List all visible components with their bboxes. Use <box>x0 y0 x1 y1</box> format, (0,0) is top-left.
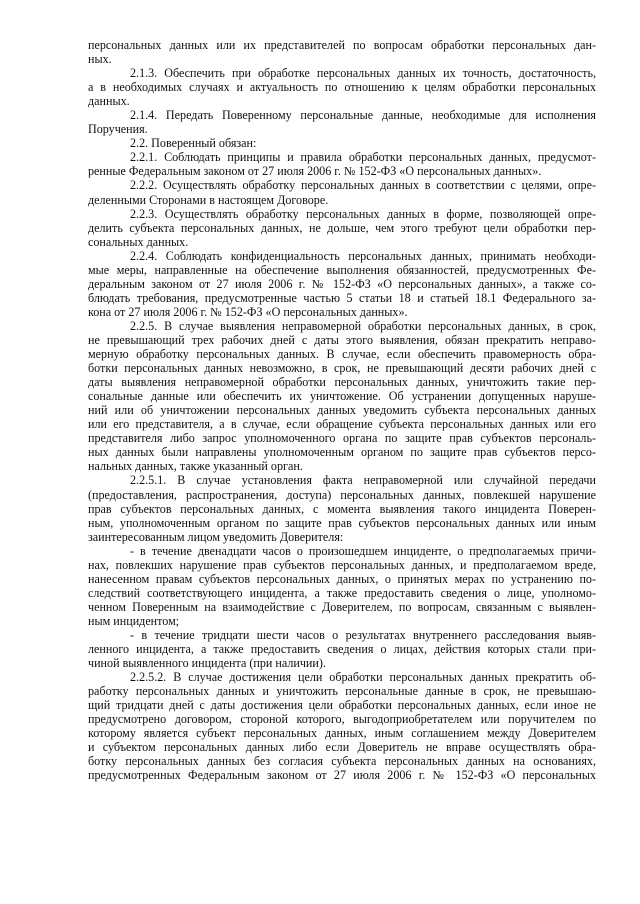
text-line: 2.1.4. Передать Поверенному персональные данные, необходимые для исполнения <box>130 108 596 123</box>
text-line: деральным законом от 27 июля 2006 г. № 152-ФЗ «О персональных данных», а также со- <box>88 276 596 291</box>
text-line: следствий соответствующего инцидента, а также предоставить сведения о лице, уполномо- <box>88 585 596 600</box>
text-line: 2.2.5.2. В случае достижения цели обработки персональных данных прекратить об- <box>130 670 596 685</box>
text-line: а в необходимых случаях и актуальность по отношению к целям обработки персональных <box>88 80 596 95</box>
paragraph <box>88 319 596 474</box>
text-line: или его представителя, а в случае, если обращение субъекта персональных данных или его <box>88 417 596 432</box>
text-line: ленного инцидента, а также предоставить сведения о лицах, действия которых стали при- <box>88 642 596 657</box>
text-line: нах, повлекших нарушение прав субъектов персональных данных, и предполагаемом вреде, <box>88 557 596 572</box>
text-line: щий тридцати дней с даты достижения цели обработки персональных данных, если иное не <box>88 698 596 713</box>
text-line: предусмотренных Федеральным законом от 27 июля 2006 г. № 152-ФЗ «О персональных <box>88 768 596 783</box>
text-line: которому является субъект персональных данных, иным соглашением между Доверителем <box>88 726 596 741</box>
text-line: заинтересованным лицом уведомить Доверителя: <box>88 529 344 544</box>
text-line: кона от 27 июля 2006 г. № 152-ФЗ «О персональных данных». <box>88 304 408 319</box>
text-line: ний или об уничтожении персональных данных уведомить субъекта персональных данных <box>88 403 596 418</box>
text-line: 2.2.4. Соблюдать конфиденциальность персональных данных, принимать необходи- <box>130 248 596 263</box>
text-line: мерную обработку персональных данных. В случае, если обеспечить правомерность обра- <box>88 347 596 362</box>
text-line: 2.2.5.1. В случае установления факта неправомерной или случайной передачи <box>130 473 596 488</box>
text-line: ных. <box>88 52 112 67</box>
paragraph <box>88 136 596 150</box>
text-line: - в течение двенадцати часов о произошедшем инциденте, о предполагаемых причи- <box>130 543 596 558</box>
text-line: ченном Поверенным на взаимодействие с Доверителем, по вопросам, связанным с выявлен- <box>88 599 596 614</box>
paragraph <box>88 207 596 249</box>
text-line: сональные данные или обеспечить их уничтожение. Об устранении допущенных наруше- <box>88 389 596 404</box>
paragraph <box>88 473 596 543</box>
text-line: прав субъектов персональных данных, с момента выявления такого инцидента Поверен- <box>88 501 596 516</box>
paragraph <box>88 628 596 670</box>
paragraph <box>88 66 596 108</box>
text-line: ботку персональных данных без согласия субъекта персональных данных на основаниях, <box>88 754 596 769</box>
text-line: - в течение тридцати шести часов о результатах внутреннего расследования выяв- <box>130 627 596 642</box>
text-line: ренные Федеральным законом от 27 июля 2006 г. № 152-ФЗ «О персональных данных». <box>88 164 542 179</box>
text-line: персональных данных или их представителей по вопросам обработки персональных дан- <box>88 38 596 52</box>
text-line: не превышающий трех рабочих дней с даты этого выявления, обязан прекратить неправо- <box>88 332 596 347</box>
paragraph <box>88 38 596 66</box>
text-line: делить субъекта персональных данных, не дольше, чем этого требуют цели обработки пер- <box>88 220 596 235</box>
text-line: 2.2.3. Осуществлять обработку персональных данных в форме, позволяющей опре- <box>130 206 596 221</box>
text-line: деленными Сторонами в настоящем Договоре. <box>88 192 329 207</box>
text-line: нальных данных, также указанный орган. <box>88 459 303 474</box>
text-line: Поручения. <box>88 122 148 137</box>
text-line: 2.1.3. Обеспечить при обработке персональных данных их точность, достаточность, <box>130 66 596 81</box>
text-line: сональных данных. <box>88 234 189 249</box>
text-line: ботки персональных данных невозможно, в срок, не превышающий десяти рабочих дней с <box>88 361 596 376</box>
text-line: нанесенном правам субъектов персональных данных, о принятых мерах по устранению по- <box>88 571 596 586</box>
text-line: (предоставления, распространения, доступа) персональных данных, повлекшей нарушение <box>88 487 596 502</box>
text-line: и субъектом персональных данных либо если Доверитель не вправе осуществлять обра- <box>88 740 596 755</box>
text-line: ных данных были направлены уполномоченным органом по защите прав субъектов персо- <box>88 445 596 460</box>
text-line: 2.2.2. Осуществлять обработку персональных данных в соответствии с целями, опре- <box>130 178 596 193</box>
text-line: даты выявления неправомерной обработки персональных данных, уничтожить такие пер- <box>88 375 596 390</box>
paragraph <box>88 178 596 206</box>
paragraph <box>88 108 596 136</box>
text-line: 2.2.1. Соблюдать принципы и правила обработки персональных данных, предусмот- <box>130 150 596 165</box>
paragraph <box>88 150 596 178</box>
text-line: 2.2. Поверенный обязан: <box>130 136 257 151</box>
paragraph <box>88 249 596 319</box>
text-line: работку персональных данных и уничтожить персональные данные в срок, не превышаю- <box>88 684 596 699</box>
text-line: мые меры, направленные на обеспечение выполнения обязанностей, предусмотренных Фе- <box>88 262 596 277</box>
text-line: чиной выявленного инцидента (при наличии). <box>88 656 326 671</box>
text-line: блюдать требования, предусмотренные частью 5 статьи 18 и статьей 18.1 Федерального за- <box>88 290 596 305</box>
text-line: предусмотрено договором, стороной которого, выгодоприобретателем или поручителем по <box>88 712 596 727</box>
paragraph <box>88 670 596 782</box>
text-line: представителя либо запрос уполномоченного органа по защите прав субъектов персональ- <box>88 431 596 446</box>
text-line: 2.2.5. В случае выявления неправомерной обработки персональных данных, в срок, <box>130 318 596 333</box>
text-line: ным инцидентом; <box>88 613 180 628</box>
document-body <box>88 38 596 782</box>
paragraph <box>88 544 596 628</box>
text-line: ным, уполномоченным органом по защите прав субъектов персональных данных или иным <box>88 515 596 530</box>
text-line: данных. <box>88 94 130 109</box>
